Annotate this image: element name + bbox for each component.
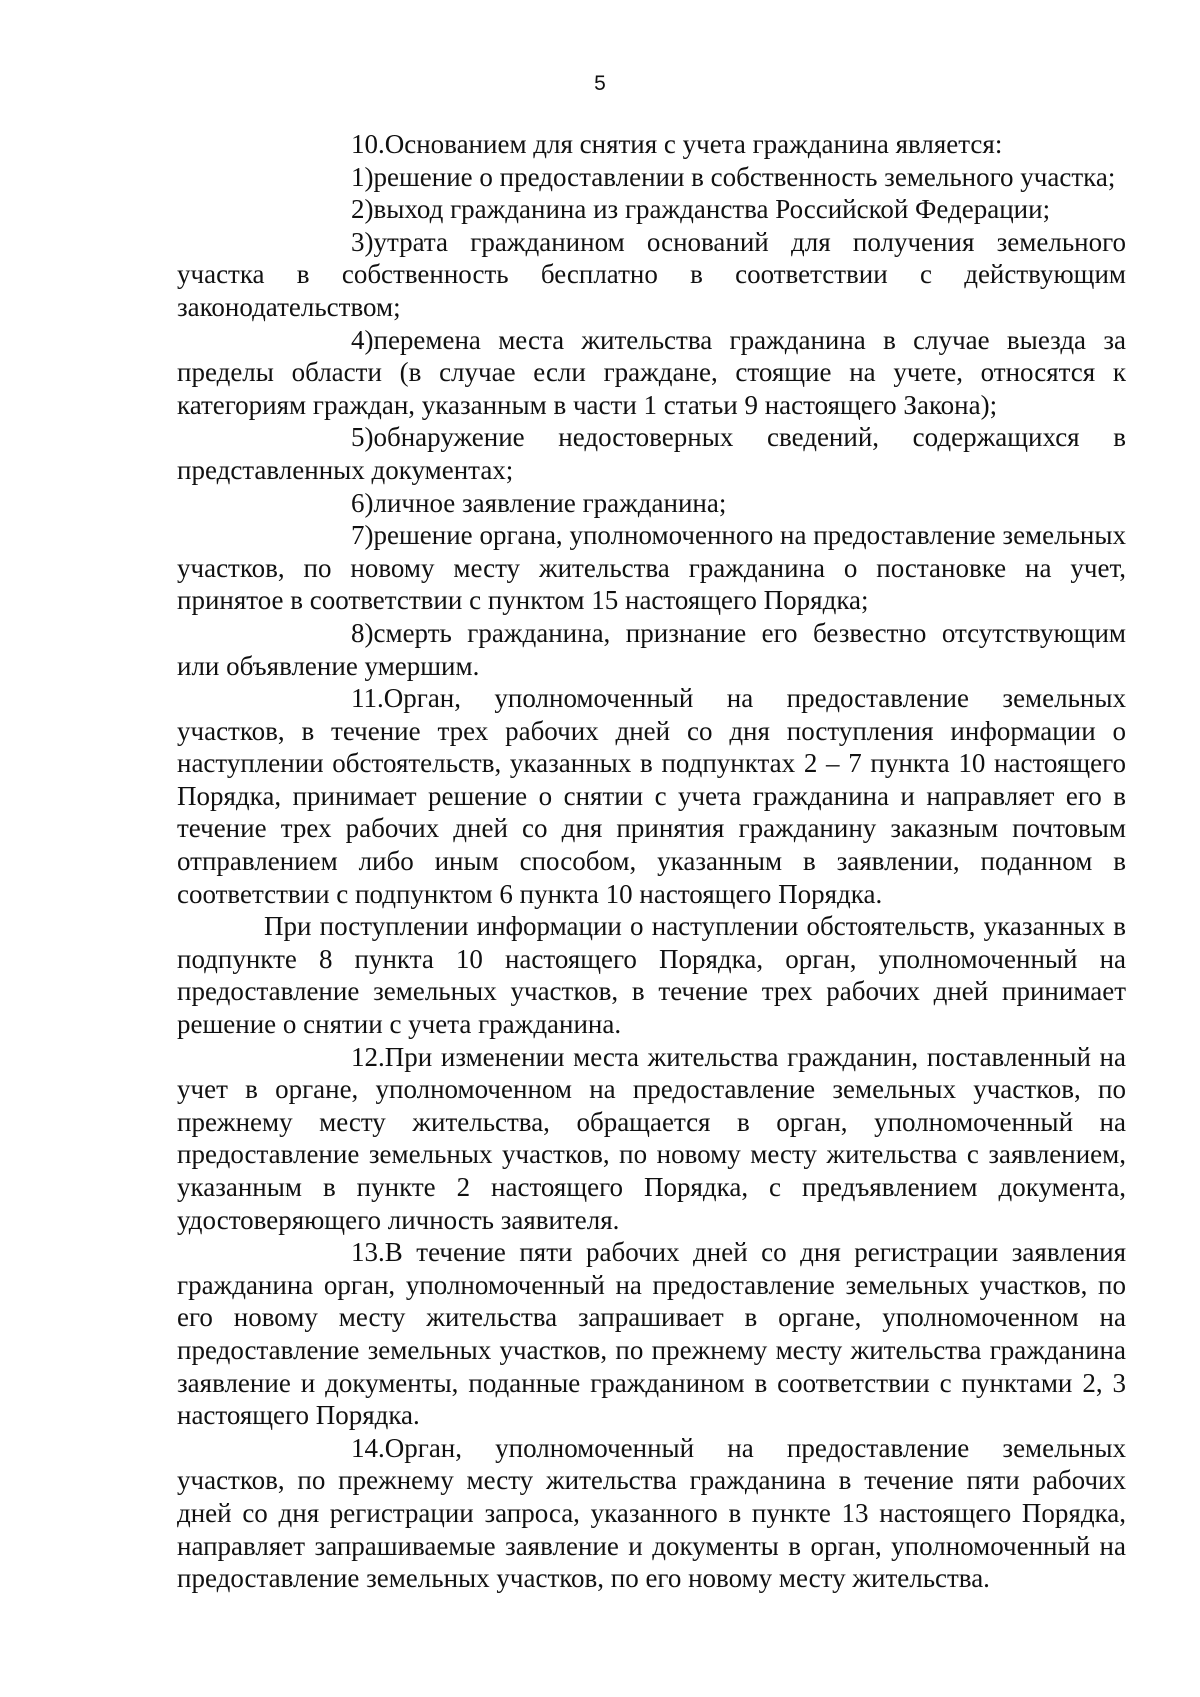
paragraph-11-continuation <box>177 910 1126 1040</box>
item-text: Орган, уполномоченный на предоставление земельных участков, по прежнему месту жительства гражданина в течение пяти рабочих дней со дня регистрации запроса, указанного в пункте 13 настоящего Порядка, направляет запрашиваемые заявление и документы в орган, уполномоченный на предоставление земельных участков, по его новому месту жительства. <box>177 1432 1126 1594</box>
paragraph-11 <box>177 682 1126 910</box>
item-text: обнаружение недостоверных сведений, содержащихся в представленных документах; <box>177 422 1126 485</box>
page-number: 5 <box>594 72 606 95</box>
item-text: перемена места жительства гражданина в случае выезда за пределы области (в случае если граждане, стоящие на учете, относятся к категориям граждан, указанным в части 1 статьи 9 настоящего Закона); <box>177 324 1126 420</box>
item-text: решение о предоставлении в собственность земельного участка; <box>373 161 1116 192</box>
item-number: 5) <box>351 422 374 453</box>
subitem-3 <box>177 226 1126 324</box>
subitem-8 <box>177 617 1126 682</box>
item-text: выход гражданина из гражданства Российской Федерации; <box>373 194 1051 225</box>
item-text: В течение пяти рабочих дней со дня регистрации заявления гражданина орган, уполномоченный на предоставление земельных участков, по его новому месту жительства запрашивает в органе, уполномоченном на предоставление земельных участков, по прежнему месту жительства гражданина заявление и документы, поданные гражданином в соответствии с пунктами 2, 3 настоящего Порядка. <box>177 1237 1126 1431</box>
item-number: 2) <box>351 194 374 225</box>
item-text: При изменении места жительства гражданин, поставленный на учет в органе, уполномоченном на предоставление земельных участков, по прежнему месту жительства, обращается в орган, уполномоченный на предоставление земельных участков, по новому месту жительства с заявлением, указанным в пункте 2 настоящего Порядка, с предъявлением документа, удостоверяющего личность заявителя. <box>177 1041 1126 1235</box>
paragraph-14 <box>177 1432 1126 1595</box>
item-text: При поступлении информации о наступлении обстоятельств, указанных в подпункте 8 пункта 10 настоящего Порядка, орган, уполномоченный на предоставление земельных участков, в течение трех рабочих дней принимает решение о снятии с учета гражданина. <box>177 911 1126 1040</box>
item-text: решение органа, уполномоченного на предоставление земельных участков, по новому месту жительства гражданина о постановке на учет, принятое в соответствии с пунктом 15 настоящего Порядка; <box>177 520 1126 616</box>
item-number: 6) <box>351 487 374 518</box>
item-number: 14. <box>351 1432 385 1463</box>
paragraph-10 <box>177 128 1126 161</box>
subitem-5 <box>177 421 1126 486</box>
item-text: личное заявление гражданина; <box>373 487 727 518</box>
paragraph-13 <box>177 1236 1126 1432</box>
document-body <box>177 128 1126 1595</box>
item-text: смерть гражданина, признание его безвестно отсутствующим или объявление умершим. <box>177 617 1126 681</box>
item-number: 4) <box>351 324 374 355</box>
subitem-1 <box>177 161 1126 194</box>
item-text: утрата гражданином оснований для получения земельного участка в собственность бесплатно в соответствии с действующим законодательством; <box>177 226 1126 322</box>
subitem-6 <box>177 487 1126 520</box>
item-text: Орган, уполномоченный на предоставление земельных участков, в течение трех рабочих дней со дня поступления информации о наступлении обстоятельств, указанных в подпунктах 2 – 7 пункта 10 настоящего Порядка, принимает решение о снятии с учета гражданина и направляет его в течение трех рабочих дней со дня принятия гражданину заказным почтовым отправлением либо иным способом, указанным в заявлении, поданном в соответствии с подпунктом 6 пункта 10 настоящего Порядка. <box>177 683 1126 909</box>
paragraph-12 <box>177 1041 1126 1237</box>
item-number: 11. <box>351 683 384 714</box>
item-number: 8) <box>351 617 374 648</box>
subitem-7 <box>177 519 1126 617</box>
item-number: 7) <box>351 520 374 551</box>
item-number: 12. <box>351 1041 385 1072</box>
subitem-4 <box>177 324 1126 422</box>
item-text: Основанием для снятия с учета гражданина является: <box>384 129 1003 159</box>
item-number: 10. <box>351 129 385 159</box>
subitem-2 <box>177 193 1126 226</box>
item-number: 13. <box>351 1237 385 1268</box>
item-number: 3) <box>351 226 374 257</box>
item-number: 1) <box>351 161 374 192</box>
